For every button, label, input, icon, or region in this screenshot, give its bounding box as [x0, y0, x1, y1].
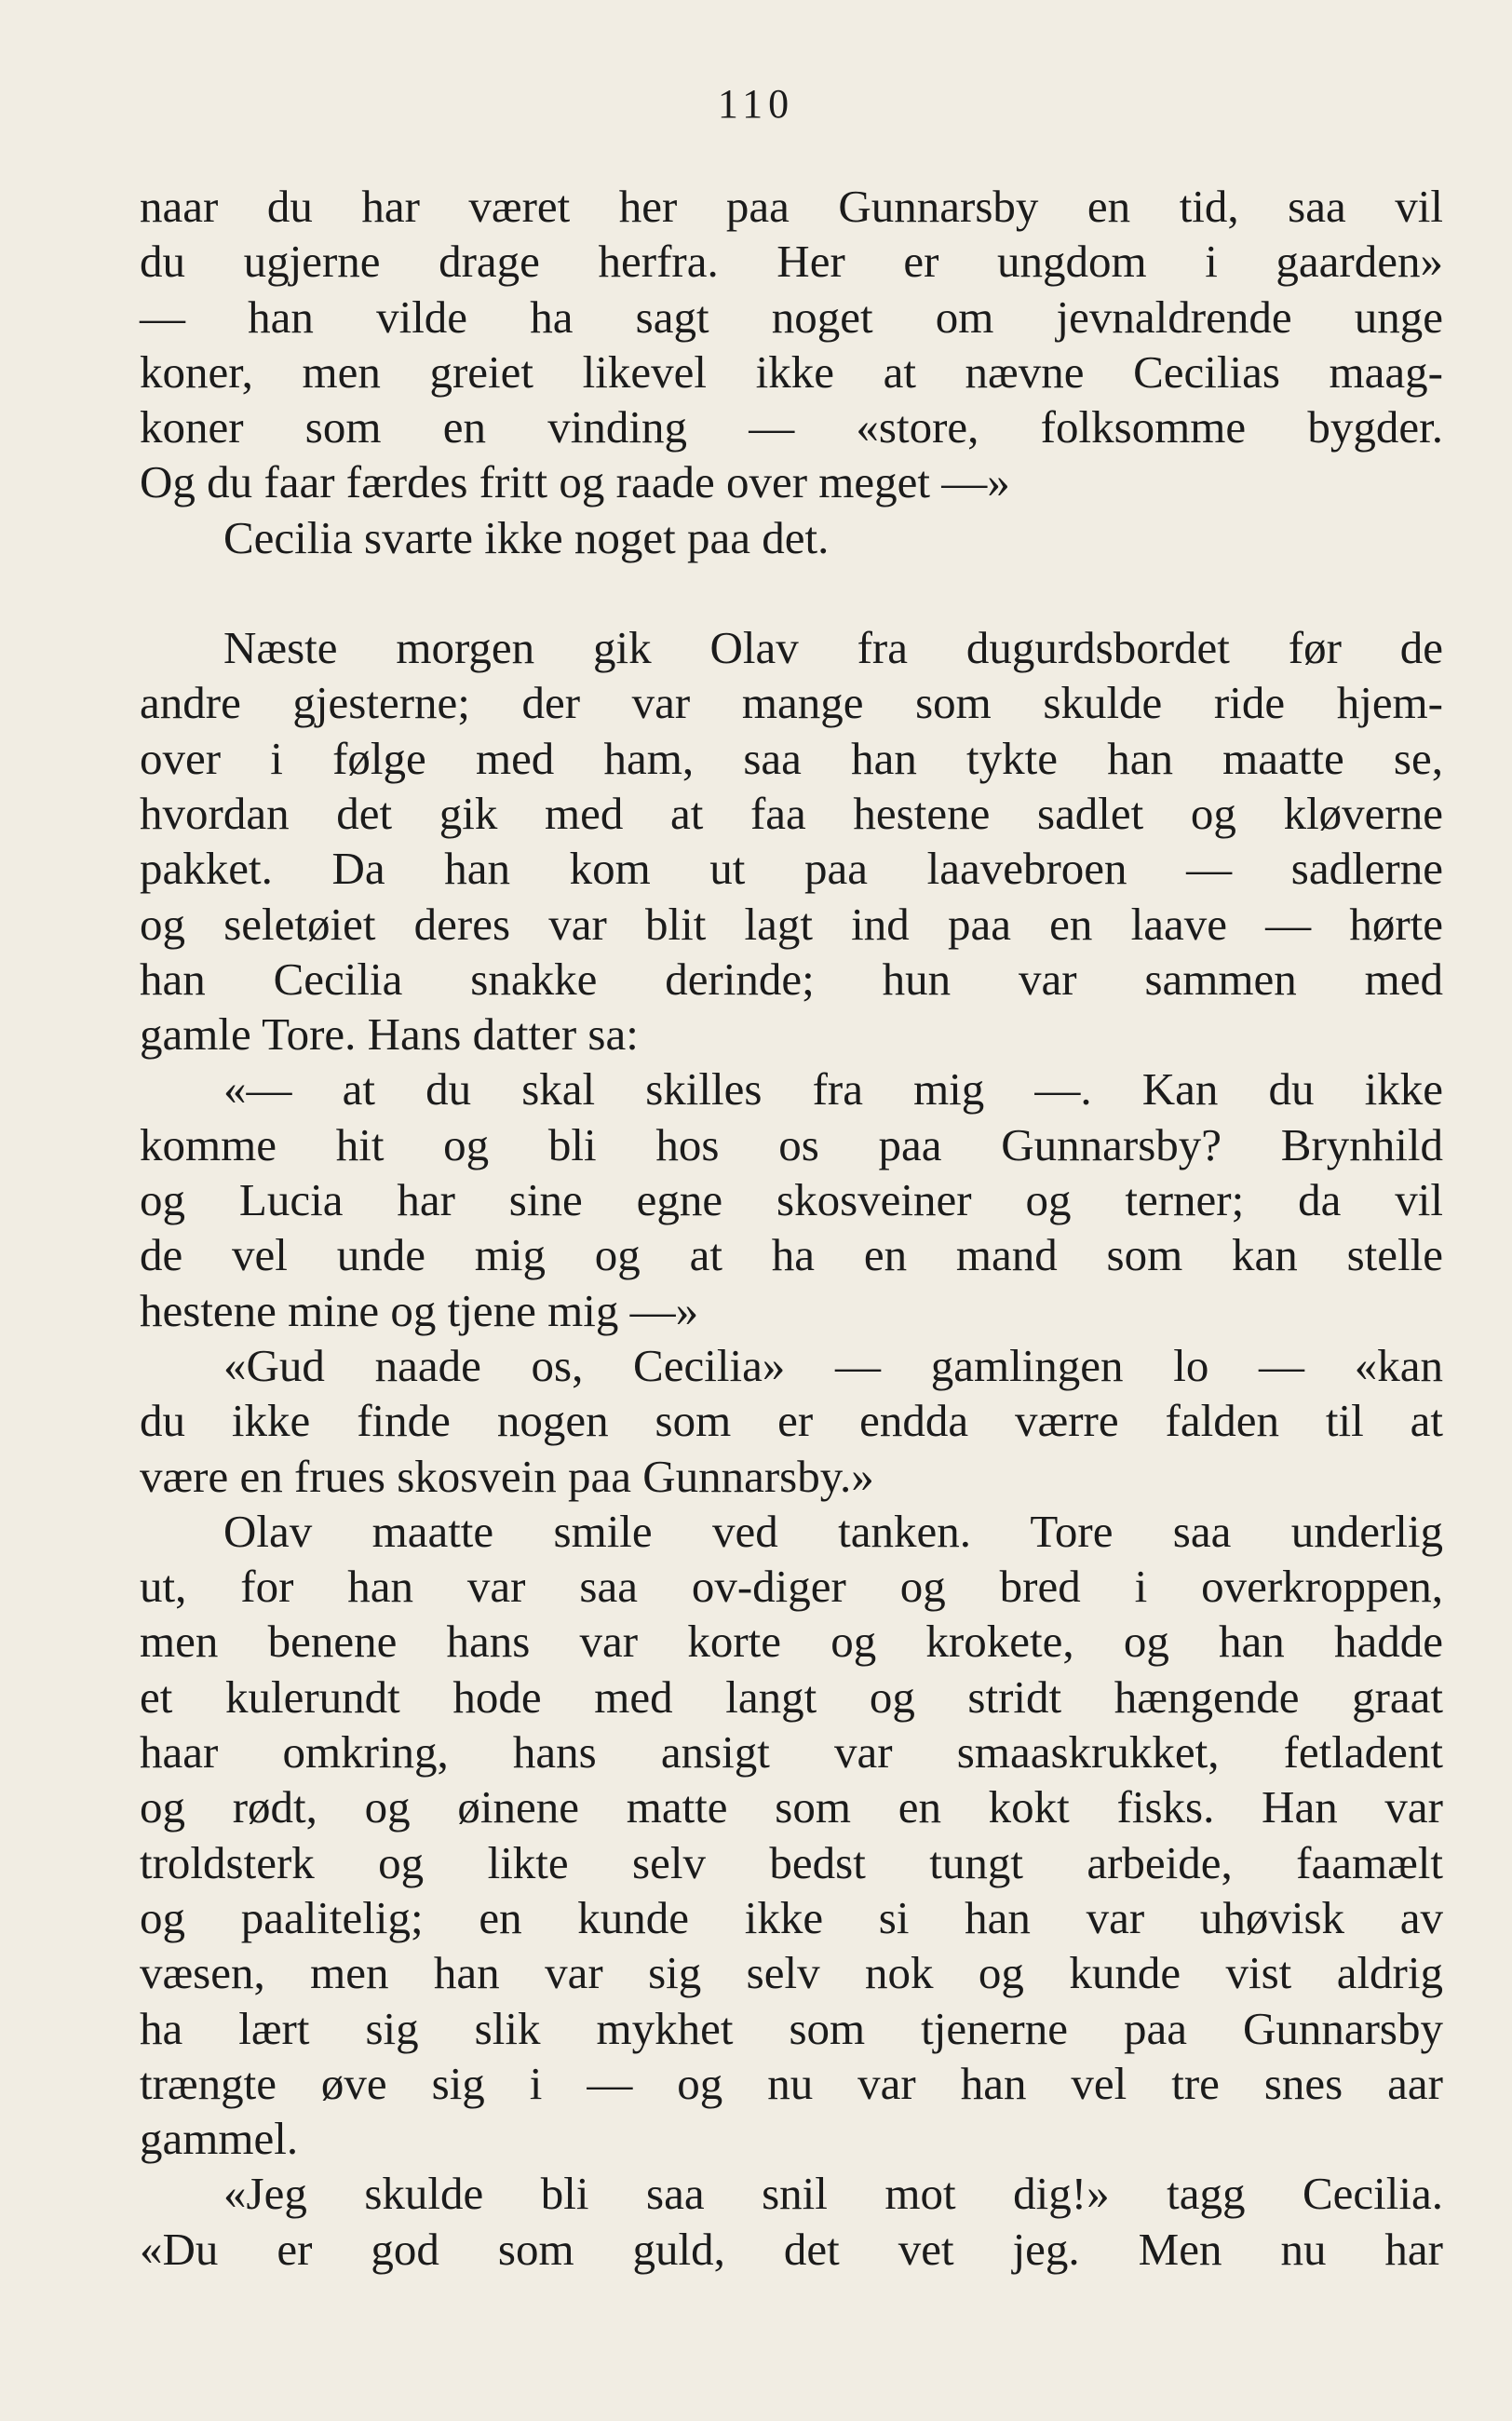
text-line: over i følge med ham, saa han tykte han maatte se,: [140, 732, 1443, 784]
text-line: han Cecilia snakke derinde; hun var sammen med: [140, 953, 1443, 1005]
text-line: pakket. Da han kom ut paa laavebroen — sadlerne: [140, 843, 1443, 895]
text-line: og seletøiet deres var blit lagt ind paa en laave — hørte: [140, 898, 1443, 950]
text-line: være en frues skosvein paa Gunnarsby.»: [140, 1450, 874, 1502]
text-line: haar omkring, hans ansigt var smaaskrukket, fetladent: [140, 1726, 1443, 1779]
text-line: væsen, men han var sig selv nok og kunde vist aldrig: [140, 1947, 1443, 1999]
page-number: 110: [717, 81, 795, 127]
text-line: Næste morgen gik Olav fra dugurdsbordet før de: [223, 622, 1443, 674]
text-line: — han vilde ha sagt noget om jevnaldrende unge: [140, 291, 1443, 343]
text-line: Olav maatte smile ved tanken. Tore saa underlig: [223, 1505, 1443, 1557]
body-text: [140, 179, 1443, 2277]
text-line: troldsterk og likte selv bedst tungt arbeide, faamælt: [140, 1836, 1443, 1888]
text-line: naar du har været her paa Gunnarsby en tid, saa vil: [140, 181, 1443, 232]
text-line: koner som en vinding — «store, folksomme bygder.: [140, 401, 1443, 453]
text-line: hvordan det gik med at faa hestene sadlet og kløverne: [140, 787, 1443, 839]
text-line: og paalitelig; en kunde ikke si han var uhøvisk av: [140, 1891, 1443, 1943]
text-line: et kulerundt hode med langt og stridt hængende graat: [140, 1670, 1443, 1723]
text-line: andre gjesterne; der var mange som skulde ride hjem-: [140, 677, 1443, 729]
text-line: ut, for han var saa ov-diger og bred i overkroppen,: [140, 1561, 1443, 1613]
text-line: Cecilia svarte ikke noget paa det.: [223, 511, 830, 563]
text-line: de vel unde mig og at ha en mand som kan stelle: [140, 1229, 1443, 1281]
text-line: og Lucia har sine egne skosveiner og terner; da vil: [140, 1174, 1443, 1226]
text-line: hestene mine og tjene mig —»: [140, 1284, 699, 1336]
text-line: «Jeg skulde bli saa snil mot dig!» tagg Cecilia.: [223, 2168, 1443, 2220]
text-line: «Du er god som guld, det vet jeg. Men nu har: [140, 2223, 1443, 2275]
text-line: og rødt, og øinene matte som en kokt fisks. Han var: [140, 1781, 1443, 1833]
section-break: [140, 565, 1443, 620]
text-line: trængte øve sig i — og nu var han vel tre snes aar: [140, 2057, 1443, 2109]
text-line: koner, men greiet likevel ikke at nævne Cecilias maag-: [140, 345, 1443, 398]
text-line: «Gud naade os, Cecilia» — gamlingen lo — «kan: [223, 1339, 1443, 1391]
text-line: du ikke finde nogen som er endda værre falden til at: [140, 1395, 1443, 1447]
text-line: Og du faar færdes fritt og raade over meget —»: [140, 456, 1010, 508]
text-line: «— at du skal skilles fra mig —. Kan du ikke: [223, 1063, 1443, 1116]
text-line: men benene hans var korte og krokete, og han hadde: [140, 1616, 1443, 1668]
text-line: gamle Tore. Hans datter sa:: [140, 1008, 639, 1061]
text-line: komme hit og bli hos os paa Gunnarsby? Brynhild: [140, 1118, 1443, 1170]
text-line: du ugjerne drage herfra. Her er ungdom i gaarden»: [140, 236, 1443, 288]
text-line: gammel.: [140, 2113, 299, 2165]
text-line: ha lært sig slik mykhet som tjenerne paa Gunnarsby: [140, 2002, 1443, 2054]
